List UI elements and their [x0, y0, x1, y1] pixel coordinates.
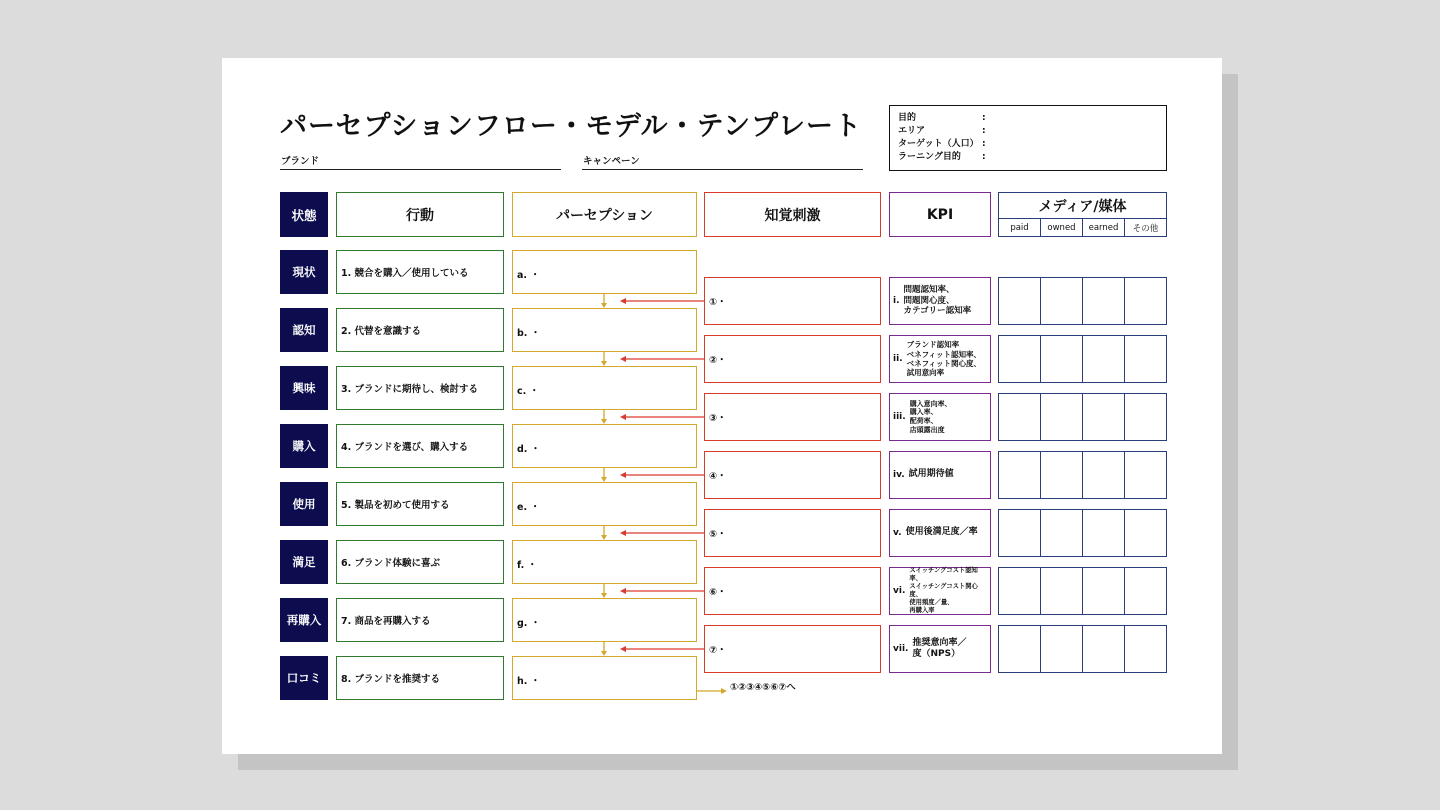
media-row [998, 393, 1167, 441]
media-cell-owned[interactable] [1041, 510, 1083, 556]
perception-cell[interactable]: f. ・ [512, 540, 697, 584]
media-cell-paid[interactable] [999, 568, 1041, 614]
stimulus-cell[interactable]: ④・ [704, 451, 881, 499]
media-cell-owned[interactable] [1041, 568, 1083, 614]
kpi-text-line: 再購入率 [909, 606, 935, 614]
state-cell: 興味 [280, 366, 328, 410]
media-cell-other[interactable] [1125, 510, 1166, 556]
info-separator: : [982, 139, 986, 149]
kpi-text-line: ブランド認知率 [906, 340, 960, 350]
media-cell-owned[interactable] [1041, 336, 1083, 382]
behavior-cell[interactable]: 5. 製品を初めて使用する [336, 482, 504, 526]
media-cell-paid[interactable] [999, 626, 1041, 672]
kpi-number: vi. [893, 586, 906, 596]
stimulus-left-arrowhead [620, 414, 626, 420]
campaign-field-line[interactable] [582, 169, 863, 170]
stimulus-cell[interactable]: ⑤・ [704, 509, 881, 557]
kpi-number: ii. [893, 354, 903, 364]
behavior-cell[interactable]: 2. 代替を意識する [336, 308, 504, 352]
kpi-number: iv. [893, 470, 905, 480]
stimulus-left-arrowhead [620, 646, 626, 652]
media-cell-owned[interactable] [1041, 394, 1083, 440]
kpi-text-line: 試用意向率 [906, 368, 945, 378]
state-cell: 口コミ [280, 656, 328, 700]
info-row [898, 151, 1166, 164]
media-cell-owned[interactable] [1041, 278, 1083, 324]
header-behavior: 行動 [336, 192, 504, 237]
kpi-cell[interactable] [889, 567, 991, 615]
media-col-other: その他 [1132, 223, 1159, 234]
stimulus-cell[interactable]: ⑦・ [704, 625, 881, 673]
behavior-cell[interactable]: 4. ブランドを選び、購入する [336, 424, 504, 468]
media-cell-earned[interactable] [1083, 510, 1125, 556]
kpi-text-line: ベネフィット認知率、 [906, 349, 981, 359]
header-kpi: KPI [889, 192, 991, 237]
header-state: 状態 [280, 192, 328, 237]
brand-label: ブランド [281, 156, 320, 167]
kpi-text-line: 推奨意向率／ [912, 637, 967, 648]
info-label: ターゲット（人口） [898, 139, 979, 149]
media-cell-earned[interactable] [1083, 568, 1125, 614]
kpi-text [909, 567, 990, 614]
media-col-owned: owned [1041, 219, 1083, 236]
media-cell-owned[interactable] [1041, 626, 1083, 672]
kpi-cell[interactable] [889, 335, 991, 383]
header-stimulus: 知覚刺激 [704, 192, 881, 237]
info-row [898, 125, 1166, 138]
kpi-text-line: 購入意向率、 [909, 399, 952, 408]
media-cell-paid[interactable] [999, 510, 1041, 556]
media-row [998, 625, 1167, 673]
perception-cell[interactable]: b. ・ [512, 308, 697, 352]
header-media [998, 192, 1167, 237]
stimulus-cell[interactable]: ⑥・ [704, 567, 881, 615]
media-cell-paid[interactable] [999, 452, 1041, 498]
perception-cell[interactable]: a. ・ [512, 250, 697, 294]
media-cell-other[interactable] [1125, 568, 1166, 614]
perception-cell[interactable]: g. ・ [512, 598, 697, 642]
media-cell-earned[interactable] [1083, 452, 1125, 498]
kpi-text-line: 使用後満足度／率 [905, 527, 978, 538]
stimulus-left-arrowhead [620, 356, 626, 362]
kpi-text [904, 285, 972, 317]
stimulus-left-arrowhead [620, 298, 626, 304]
kpi-number: iii. [893, 412, 906, 422]
media-cell-earned[interactable] [1083, 336, 1125, 382]
media-cell-other[interactable] [1125, 394, 1166, 440]
perception-cell[interactable]: h. ・ [512, 656, 697, 700]
final-right-arrowhead [721, 688, 727, 694]
final-arrow-label: ①②③④⑤⑥⑦へ [730, 682, 796, 693]
kpi-text-line: 試用期待値 [908, 469, 954, 480]
header-media-title: メディア/媒体 [999, 193, 1166, 219]
perception-cell[interactable]: d. ・ [512, 424, 697, 468]
info-label: ラーニング目的 [898, 152, 961, 162]
page-title: パーセプションフロー・モデル・テンプレート [280, 111, 863, 142]
state-cell: 再購入 [280, 598, 328, 642]
behavior-cell[interactable]: 8. ブランドを推奨する [336, 656, 504, 700]
media-cell-other[interactable] [1125, 626, 1166, 672]
info-separator: : [982, 126, 986, 136]
kpi-number: i. [893, 296, 900, 306]
template-page [222, 58, 1222, 754]
behavior-cell[interactable]: 7. 商品を再購入する [336, 598, 504, 642]
kpi-text-line: ベネフィット関心度、 [906, 359, 981, 368]
media-cell-other[interactable] [1125, 336, 1166, 382]
media-cell-earned[interactable] [1083, 626, 1125, 672]
media-row [998, 567, 1167, 615]
kpi-text-line: 問題認知率、 [903, 285, 955, 296]
kpi-cell[interactable] [889, 393, 991, 441]
state-cell: 使用 [280, 482, 328, 526]
kpi-number: vii. [893, 644, 909, 654]
kpi-text [907, 340, 981, 378]
kpi-text [910, 400, 952, 435]
behavior-cell[interactable]: 3. ブランドに期待し、検討する [336, 366, 504, 410]
kpi-text-line: 使用頻度／量、 [909, 598, 954, 606]
kpi-text-line: 購入率、 [909, 408, 938, 417]
media-cell-other[interactable] [1125, 278, 1166, 324]
perception-cell[interactable]: c. ・ [512, 366, 697, 410]
stimulus-cell[interactable]: ②・ [704, 335, 881, 383]
behavior-cell[interactable]: 6. ブランド体験に喜ぶ [336, 540, 504, 584]
kpi-text [912, 638, 966, 661]
media-cell-paid[interactable] [999, 394, 1041, 440]
perception-cell[interactable]: e. ・ [512, 482, 697, 526]
kpi-text-line: 店頭露出度 [909, 425, 945, 434]
info-separator: : [982, 152, 986, 162]
brand-field-line[interactable] [280, 169, 561, 170]
kpi-text-line: カテゴリー認知率 [903, 306, 972, 317]
kpi-cell[interactable] [889, 451, 991, 499]
media-col-earned: earned [1083, 219, 1125, 236]
info-box [889, 105, 1167, 171]
kpi-text-line: 問題関心度、 [903, 295, 955, 306]
info-separator: : [982, 113, 986, 123]
stimulus-cell[interactable]: ③・ [704, 393, 881, 441]
stimulus-left-arrowhead [620, 588, 626, 594]
state-cell: 購入 [280, 424, 328, 468]
media-row [998, 509, 1167, 557]
behavior-cell[interactable]: 1. 競合を購入／使用している [336, 250, 504, 294]
header-perception: パーセプション [512, 192, 697, 237]
media-row [998, 277, 1167, 325]
state-cell: 現状 [280, 250, 328, 294]
media-cell-other[interactable] [1125, 452, 1166, 498]
kpi-number: v. [893, 528, 902, 538]
info-label: 目的 [898, 113, 917, 123]
state-cell: 満足 [280, 540, 328, 584]
stimulus-left-arrowhead [620, 530, 626, 536]
kpi-text-line: スイッチングコスト関心度、 [909, 583, 978, 598]
kpi-text-line: 度（NPS） [912, 649, 961, 659]
media-col-paid: paid [999, 219, 1041, 236]
kpi-text [909, 469, 954, 480]
media-cell-paid[interactable] [999, 336, 1041, 382]
media-row [998, 451, 1167, 499]
media-cell-paid[interactable] [999, 278, 1041, 324]
media-cell-earned[interactable] [1083, 278, 1125, 324]
kpi-cell[interactable] [889, 277, 991, 325]
campaign-label: キャンペーン [583, 156, 640, 167]
info-row [898, 138, 1166, 151]
kpi-text-line: スイッチングコスト認知率、 [909, 567, 978, 583]
media-cell-earned[interactable] [1083, 394, 1125, 440]
media-cell-owned[interactable] [1041, 452, 1083, 498]
kpi-cell[interactable] [889, 625, 991, 673]
kpi-text-line: 配荷率、 [909, 417, 938, 425]
media-row [998, 335, 1167, 383]
kpi-text [906, 527, 978, 538]
kpi-cell[interactable] [889, 509, 991, 557]
stimulus-cell[interactable]: ①・ [704, 277, 881, 325]
state-cell: 認知 [280, 308, 328, 352]
stimulus-left-arrowhead [620, 472, 626, 478]
info-row [898, 112, 1166, 125]
info-label: エリア [898, 126, 926, 136]
